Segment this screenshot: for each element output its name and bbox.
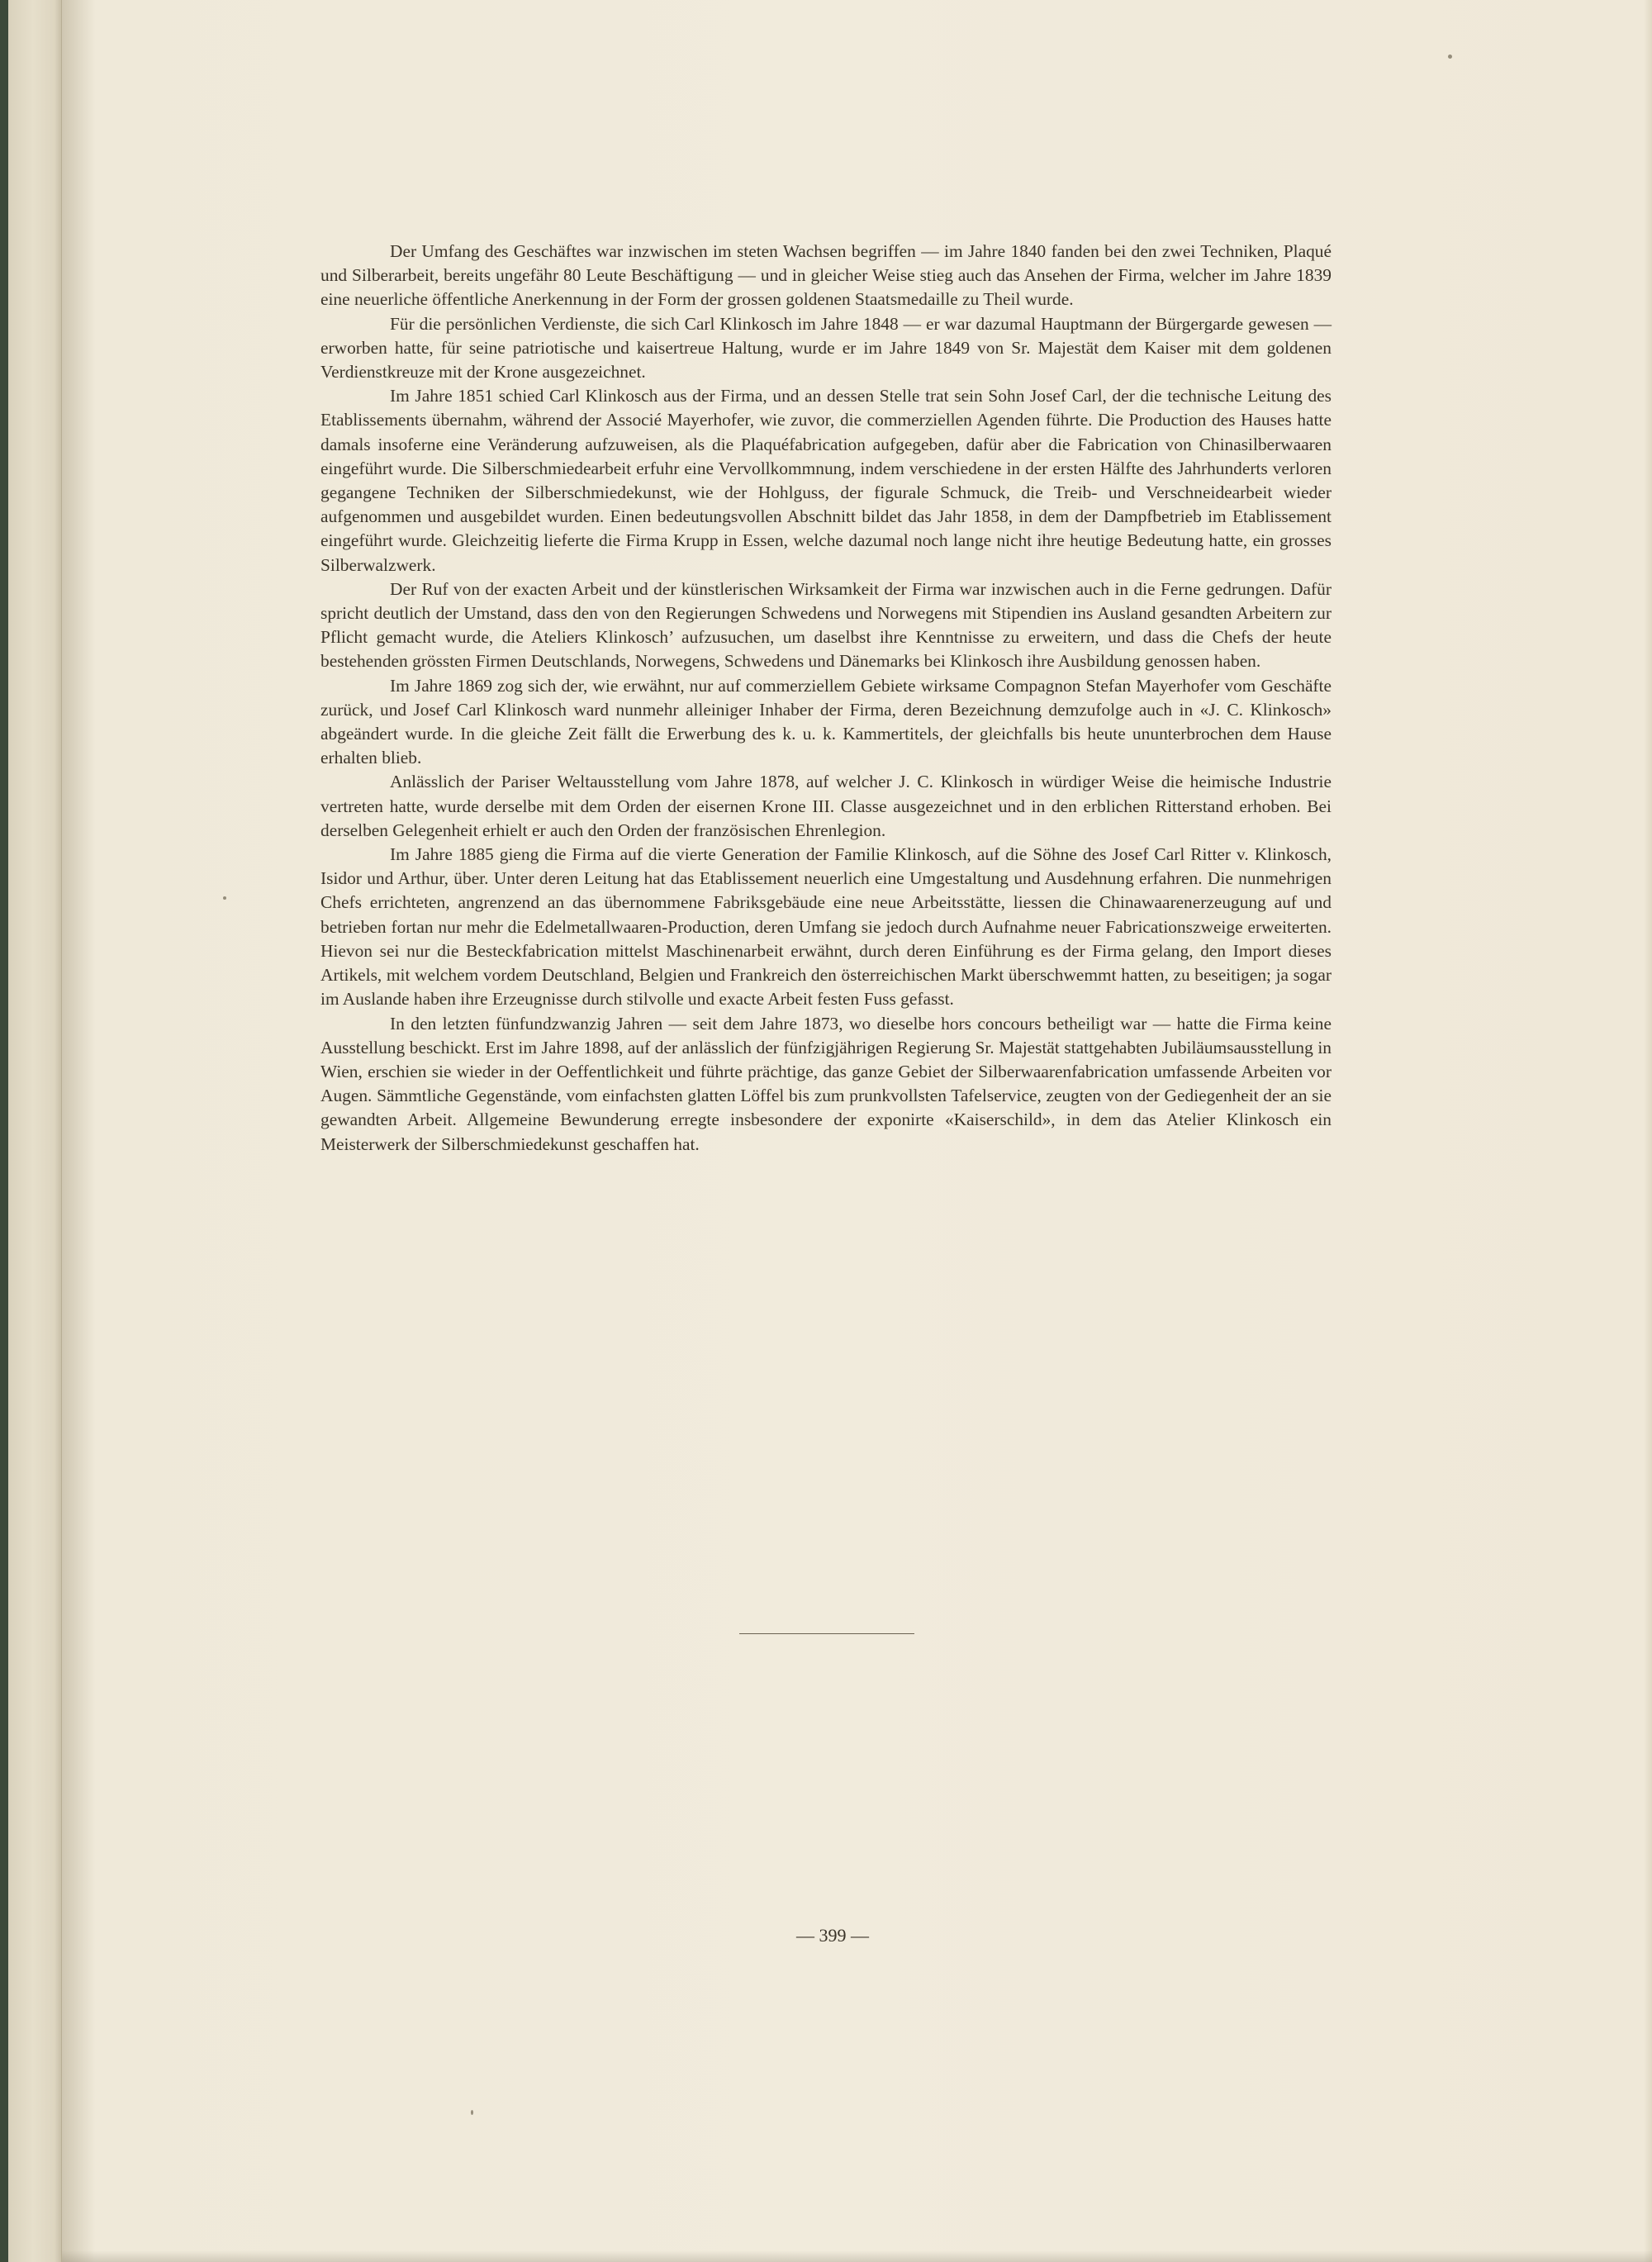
paragraph: Im Jahre 1851 schied Carl Klinkosch aus der Firma, und an dessen Stelle trat sein Sohn Josef Carl, der die technische Leitung des Etablissements übernahm, während der Associé Mayerhofer, wie zuvor, die commerziellen Agenden führte. Die Production des Hauses hatte damals insoferne eine Veränderung aufzuweisen, als die Plaquéfabrication aufgegeben, dafür aber die Fabrication von Chinasilberwaaren eingeführt wurde. Die Silberschmiedearbeit erfuhr eine Vervollkommnung, indem verschiedene in der ersten Hälfte des Jahrhunderts verloren gegangene Techniken der Silberschmiedekunst, wie der Hohlguss, der figurale Schmuck, die Treib- und Verschneidearbeit wieder aufgenommen und ausgebildet wurden. Einen bedeutungsvollen Abschnitt bildet das Jahr 1858, in dem der Dampfbetrieb im Etablissement eingeführt wurde. Gleichzeitig lieferte die Firma Krupp in Essen, welche dazumal noch lange nicht ihre heutige Bedeutung hatte, ein grosses Silberwalzwerk.: [320, 386, 1332, 575]
paper-speck: [471, 2110, 473, 2115]
paragraph: Anlässlich der Pariser Weltausstellung vom Jahre 1878, auf welcher J. C. Klinkosch in würdiger Weise die heimische Industrie vertreten hatte, wurde derselbe mit dem Orden der eisernen Krone III. Classe ausgezeichnet und in den erblichen Ritterstand erhoben. Bei derselben Gelegenheit erhielt er auch den Orden der französischen Ehrenlegion.: [320, 772, 1332, 840]
bottom-shadow: [62, 2250, 1652, 2262]
paragraph: Im Jahre 1885 gieng die Firma auf die vierte Generation der Familie Klinkosch, auf die Söhne des Josef Carl Ritter v. Klinkosch, Isidor und Arthur, über. Unter deren Leitung hat das Etablissement neuerlich eine Umgestaltung und Ausdehnung erfahren. Die nunmehrigen Chefs errichteten, angrenzend an das übernommene Fabriksgebäude eine neue Arbeitsstätte, liessen die Chinawaarenerzeugung auf und betrieben fortan nur mehr die Edelmetallwaaren-Production, deren Umfang sie jedoch durch Aufnahme neuer Fabricationszweige erweiterten. Hievon sei nur die Besteckfabrication mittelst Maschinenarbeit erwähnt, durch deren Einführung es der Firma gelang, den Import dieses Artikels, mit welchem vordem Deutschland, Belgien und Frankreich den österreichischen Markt überschwemmt hatten, zu beseitigen; ja sogar im Auslande haben ihre Erzeugnisse durch stilvolle und exacte Arbeit festen Fuss gefasst.: [320, 844, 1332, 1010]
paper-speck: [1448, 55, 1452, 59]
paragraph: Im Jahre 1869 zog sich der, wie erwähnt, nur auf commerziellem Gebiete wirksame Compagnon Stefan Mayerhofer vom Geschäfte zurück, und Josef Carl Klinkosch ward nunmehr alleiniger Inhaber der Firma, deren Bezeichnung demzufolge auch in «J. C. Klinkosch» abgeändert wurde. In die gleiche Zeit fällt die Erwerbung des k. u. k. Kammertitels, der gleichfalls bis heute ununterbrochen dem Hause erhalten blieb.: [320, 675, 1332, 768]
body-text: [320, 240, 1332, 1157]
paragraph: Der Ruf von der exacten Arbeit und der künstlerischen Wirksamkeit der Firma war inzwischen auch in die Ferne gedrungen. Dafür spricht deutlich der Umstand, dass den von den Regierungen Schwedens und Norwegens mit Stipendien ins Ausland gesandten Arbeitern zur Pflicht gemacht wurde, die Ateliers Klinkosch’ aufzusuchen, um daselbst ihre Kenntnisse zu erweitern, und dass die Chefs der heute bestehenden grössten Firmen Deutschlands, Norwegens, Schwedens und Dänemarks bei Klinkosch ihre Ausbildung genossen haben.: [320, 578, 1332, 672]
page-number: — 399 —: [796, 1925, 869, 1946]
section-end-rule: [739, 1633, 914, 1634]
paper-speck: [223, 896, 226, 900]
gutter-shadow: [62, 0, 95, 2262]
paragraph: In den letzten fünfundzwanzig Jahren — seit dem Jahre 1873, wo dieselbe hors concours betheiligt war — hatte die Firma keine Ausstellung beschickt. Erst im Jahre 1898, auf der anlässlich der fünfzigjährigen Regierung Sr. Majestät stattgehabten Jubiläumsausstellung in Wien, erschien sie wieder in der Oeffentlichkeit und führte prächtige, das ganze Gebiet der Silberwaarenfabrication umfassende Arbeiten vor Augen. Sämmtliche Gegenstände, vom einfachsten glatten Löffel bis zum prunkvollsten Tafelservice, zeugten von der Gediegenheit der an sie gewandten Arbeit. Allgemeine Bewunderung erregte insbesondere der exponirte «Kaiserschild», in dem das Atelier Klinkosch ein Meisterwerk der Silberschmiedekunst geschaffen hat.: [320, 1013, 1332, 1154]
binding-cloth: [0, 0, 8, 2262]
paragraph: Für die persönlichen Verdienste, die sich Carl Klinkosch im Jahre 1848 — er war dazumal Hauptmann der Bürgergarde gewesen — erworben hatte, für seine patriotische und kaisertreue Haltung, wurde er im Jahre 1849 von Sr. Majestät dem Kaiser mit dem goldenen Verdienstkreuze mit der Krone ausgezeichnet.: [320, 313, 1332, 383]
binding-edge: [8, 0, 62, 2262]
paragraph: Der Umfang des Geschäftes war inzwischen im steten Wachsen begriffen — im Jahre 1840 fanden bei den zwei Techniken, Plaqué und Silberarbeit, bereits ungefähr 80 Leute Beschäftigung — und in gleicher Weise stieg auch das Ansehen der Firma, welcher im Jahre 1839 eine neuerliche öffentliche Anerkennung in der Form der grossen goldenen Staatsmedaille zu Theil wurde.: [320, 241, 1332, 310]
